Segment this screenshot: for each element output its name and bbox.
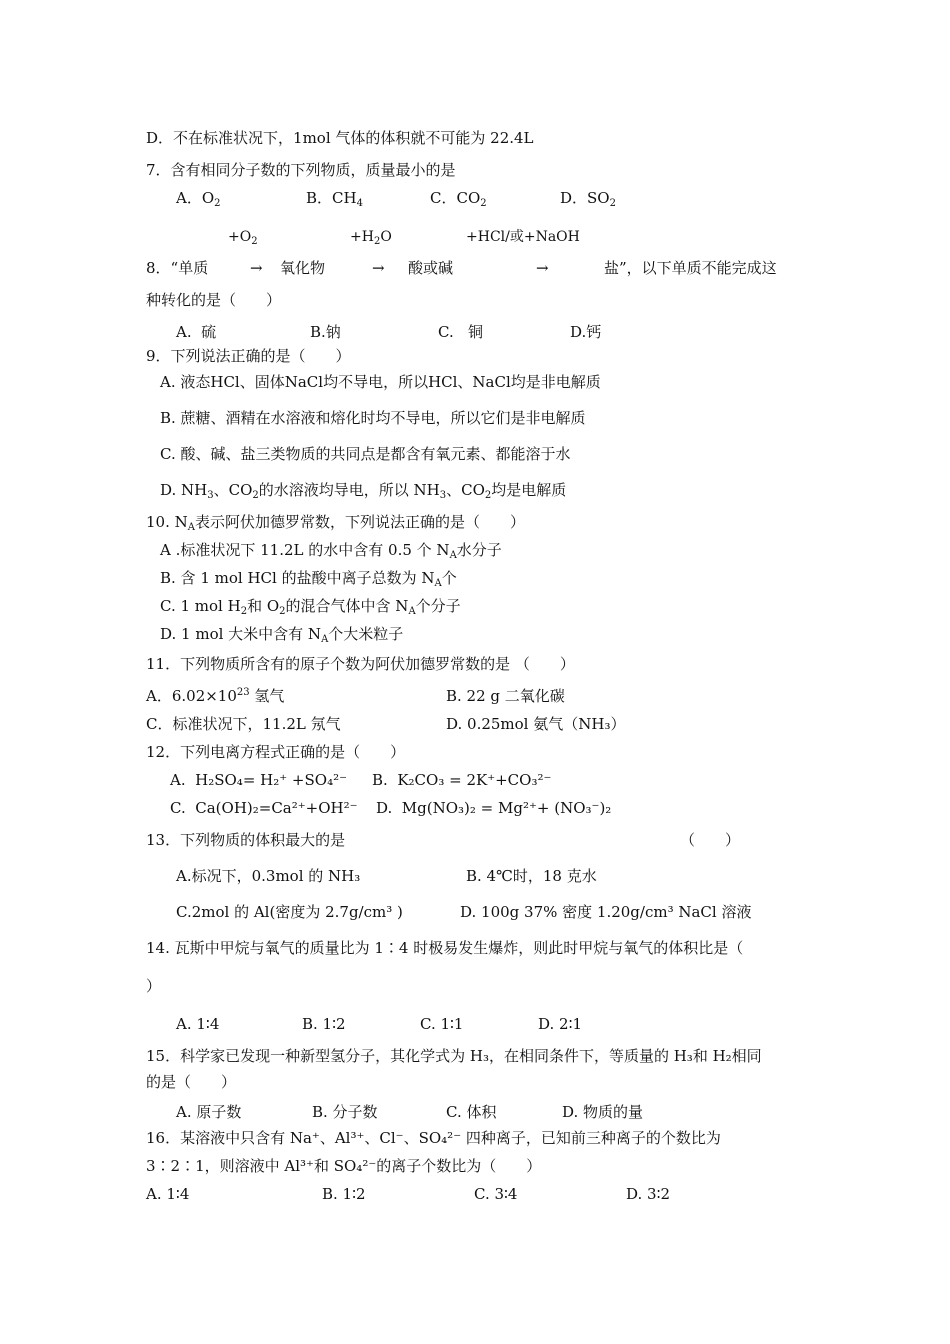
q16-option-c: C. 3∶4: [474, 1185, 518, 1203]
q13-option-a: A.标况下，0.3mol 的 NH₃: [176, 867, 361, 885]
q14-option-c: C. 1∶1: [420, 1015, 464, 1033]
q10-option-c: C. 1 mol $H_2$和 $O_2$的混合气体中含 $N_A$个分子: [160, 597, 461, 617]
q13-option-d: D. 100g 37% 密度 1.20g/cm³ NaCl 溶液: [460, 903, 752, 921]
q7-option-a: A．$O_2$: [176, 189, 221, 209]
q7-option-c: C．$CO_2$: [430, 189, 487, 209]
q8-option-b: B.钠: [310, 323, 341, 341]
q8-option-d: D.钙: [570, 323, 602, 341]
question-16: 16．某溶液中只含有 Na⁺、Al³⁺、Cl⁻、SO₄²⁻ 四种离子，已知前三种离子的个数比为: [146, 1129, 721, 1147]
question-9: 9．下列说法正确的是（ ）: [146, 347, 351, 365]
question-8-part4: 盐”，以下单质不能完成这: [604, 259, 777, 277]
q15-option-b: B. 分子数: [312, 1103, 378, 1121]
question-8-part2: 氧化物: [280, 259, 326, 277]
question-10: 10. $N_A$表示阿伏加德罗常数，下列说法正确的是（ ）: [146, 513, 525, 533]
arrow-3: →: [536, 259, 549, 277]
question-12: 12．下列电离方程式正确的是（ ）: [146, 743, 406, 761]
q9-option-a: A. 液态HCl、固体NaCl均不导电，所以HCl、NaCl均是非电解质: [160, 373, 601, 391]
q8-option-a: A. 硫: [176, 323, 217, 341]
question-14: 14. 瓦斯中甲烷与氧气的质量比为 1∶4 时极易发生爆炸，则此时甲烷与氧气的体积比是（: [146, 939, 744, 957]
q10-option-a: A .标准状况下 11.2L 的水中含有 0.5 个 $N_A$水分子: [160, 541, 502, 561]
q7-option-b: B．$CH_4$: [306, 189, 363, 209]
question-8-line2: 种转化的是（ ）: [146, 291, 282, 309]
q15-option-d: D. 物质的量: [562, 1103, 644, 1121]
q7-option-d: D．$SO_2$: [560, 189, 616, 209]
q11-option-a: A．$6.02\times 10^{23}$ 氢气: [146, 687, 285, 705]
q14-option-a: A. 1∶4: [176, 1015, 220, 1033]
arrow-label-o2: $+O_2$: [228, 229, 258, 247]
q11-option-d: D. 0.25mol 氨气（NH₃）: [446, 715, 626, 733]
arrow-1: →: [250, 259, 263, 277]
q15-option-c: C. 体积: [446, 1103, 497, 1121]
q13-option-c: C.2mol 的 Al(密度为 2.7g/cm³ ): [176, 903, 403, 921]
option-d-line: D．不在标准状况下，1mol 气体的体积就不可能为 22.4L: [146, 129, 534, 147]
question-8-part1: 8．“单质: [146, 259, 209, 277]
q13-option-b: B. 4℃时，18 克水: [466, 867, 597, 885]
question-8-part3: 酸或碱: [408, 259, 454, 277]
question-13: 13．下列物质的体积最大的是: [146, 831, 346, 849]
q12-option-c: C. Ca(OH)₂=Ca²⁺+OH²⁻: [170, 799, 358, 817]
question-15: 15．科学家已发现一种新型氢分子，其化学式为 H₃，在相同条件下，等质量的 H₃和 H₂相同: [146, 1047, 762, 1065]
q10-option-b: B. 含 1 mol HCl 的盐酸中离子总数为 $N_A$个: [160, 569, 457, 589]
question-15-line2: 的是（ ）: [146, 1073, 237, 1091]
arrow-label-h2o: $+H_2O$: [350, 229, 392, 247]
q11-option-c: C．标准状况下，11.2L 氖气: [146, 715, 341, 733]
q10-option-d: D. 1 mol 大米中含有 $N_A$个大米粒子: [160, 625, 404, 645]
question-14-close: ）: [146, 977, 162, 995]
question-11: 11．下列物质所含有的原子个数为阿伏加德罗常数的是 （ ）: [146, 655, 575, 673]
q14-option-d: D. 2∶1: [538, 1015, 583, 1033]
arrow-label-hcl-naoh: +HCl/或+NaOH: [466, 229, 580, 245]
q12-option-d: D. Mg(NO₃)₂ = Mg²⁺+ (NO₃⁻)₂: [376, 799, 612, 817]
q13-answer-paren: （ ）: [680, 831, 741, 849]
q16-option-b: B. 1∶2: [322, 1185, 366, 1203]
arrow-2: →: [372, 259, 385, 277]
q9-option-d: D. $NH_3$、$CO_2$的水溶液均导电，所以 $NH_3$、$CO_2$均是电解质: [160, 481, 567, 501]
q11-option-b: B. 22 g 二氧化碳: [446, 687, 565, 705]
q16-option-a: A. 1∶4: [146, 1185, 190, 1203]
q9-option-c: C. 酸、碱、盐三类物质的共同点是都含有氧元素、都能溶于水: [160, 445, 571, 463]
q15-option-a: A. 原子数: [176, 1103, 242, 1121]
q9-option-b: B. 蔗糖、酒精在水溶液和熔化时均不导电，所以它们是非电解质: [160, 409, 586, 427]
q12-option-b: B. K₂CO₃ = 2K⁺+CO₃²⁻: [372, 771, 552, 789]
q12-option-a: A. H₂SO₄= H₂⁺ +SO₄²⁻: [170, 771, 348, 789]
q14-option-b: B. 1∶2: [302, 1015, 346, 1033]
q16-option-d: D. 3∶2: [626, 1185, 671, 1203]
question-16-line2: 3∶2∶1，则溶液中 Al³⁺和 SO₄²⁻的离子个数比为（ ）: [146, 1157, 542, 1175]
q8-option-c: C. 铜: [438, 323, 484, 341]
question-7: 7．含有相同分子数的下列物质，质量最小的是: [146, 161, 456, 179]
